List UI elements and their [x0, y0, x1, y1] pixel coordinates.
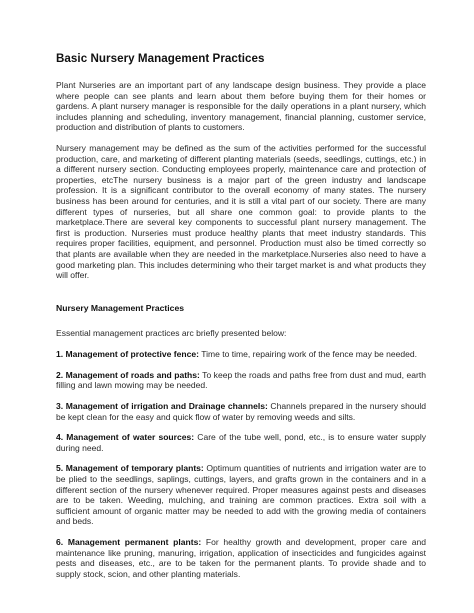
practice-item-label: 3. Management of irrigation and Drainage channels: [56, 401, 268, 412]
document-title: Basic Nursery Management Practices [56, 52, 265, 65]
practice-item-text: Time to time, repairing work of the fence may be needed. [198, 349, 418, 360]
practice-item-label: 6. Management permanent plants: [56, 537, 202, 547]
practice-item-label: 2. Management of roads and paths: [56, 369, 200, 380]
practice-item-permanent-plants [56, 537, 426, 579]
practice-item-text: Channels prepared in the nursery should be kept clean for the easy and quick flow of water by removing weeds and silts. [56, 401, 426, 422]
practice-item-text: Care of the tube well, pond, etc., is to ensure water supply during need. [56, 432, 427, 453]
section-intro: Essential management practices arc briefly presented below: [56, 327, 287, 338]
practice-item-label: 5. Management of temporary plants: [56, 463, 204, 474]
practice-item-text: Optimum quantities of nutrients and irrigation water are to be plied to the seedlings, saplings, cuttings, layers, and grafts grown in the containers and in a different section of the nursery whenever required. Proper measures against pests and diseases are to be taken. Weeding, mulching, and training are common practices. Extra soil with a sufficient amount of organic matter may be needed to add with the growing media of containers and beds. [56, 463, 427, 527]
practice-item-label: 1. Management of protective fence: [56, 349, 199, 360]
practice-item-text: For healthy growth and development, proper care and maintenance like pruning, manuring, irrigation, application of insecticides and fungicides against pests and diseases, etc., are to be taken for the permanent plants. To provide shade and to supply stock, scion, and other planting materials. [56, 537, 426, 579]
paragraph-definition: Nursery management may be defined as the sum of the activities performed for the successful production, care, and marketing of different planting materials (seeds, seedlings, cuttings, etc.) in a different nursery section. Conducting employees properly, maintenance care and protection of properties, etcThe nursery business is a major part of the green industry and landscape profession. It is a significant contributor to the overall economy of many states. The nursery business has been around for centuries, and it is still a vital part of our society. There are many different types of nurseries, but all share one common goal: to provide plants to the marketplace.There are several key components to successful plant nursery management. The first is production. Nurseries must produce healthy plants that meet industry standards. This requires proper facilities, equipment, and personnel. Production must also be timed correctly so that plants are available when they are needed in the marketplace.Nurseries also need to have a good marketing plan. This includes determining who their target market is and what products they will offer. [56, 142, 426, 281]
section-heading: Nursery Management Practices [56, 302, 185, 313]
practice-item-fence [56, 349, 426, 360]
paragraph-intro: Plant Nurseries are an important part of any landscape design business. They provide a place where people can see plants and learn about them before buying them for their homes or gardens. A plant nursery manager is responsible for the daily operations in a plant nursery, which includes planning and scheduling, inventory management, financial planning, customer service, production and distribution of plants to customers. [56, 80, 426, 133]
practice-item-text: To keep the roads and paths free from dust and mud, earth filling and lawn mowing may be needed. [56, 369, 426, 391]
practice-item-roads [56, 370, 426, 391]
practice-item-water [56, 432, 426, 453]
practice-item-temporary-plants [56, 463, 426, 527]
practice-item-irrigation [56, 401, 426, 422]
practice-item-label: 4. Management of water sources: [56, 432, 195, 443]
